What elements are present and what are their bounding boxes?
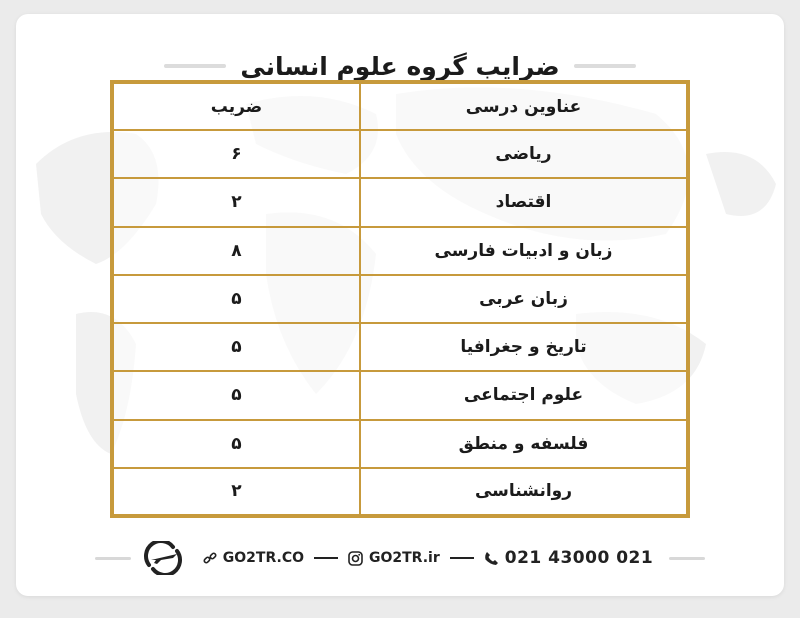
coefficient-cell: ۵: [114, 420, 360, 468]
coefficient-cell: ۵: [114, 323, 360, 371]
phone-text: 021 43000 021: [504, 548, 654, 568]
footer-separator: [450, 557, 474, 559]
coefficient-cell: ۵: [114, 371, 360, 419]
coefficient-cell: ۲: [114, 178, 360, 226]
plane-logo-icon: [143, 541, 183, 575]
table-row: [114, 371, 686, 419]
title-divider-left: [164, 64, 226, 68]
footer-divider-right: [669, 557, 705, 560]
subject-cell: روانشناسی: [360, 468, 686, 514]
coefficient-table: [114, 84, 686, 514]
coefficient-table-frame: [110, 80, 690, 518]
website-text: GO2TR.CO: [222, 550, 304, 566]
page-title: ضرایب گروه علوم انسانی: [240, 51, 560, 81]
phone-contact[interactable]: [484, 548, 653, 568]
phone-icon: [484, 551, 499, 566]
subject-cell: زبان و ادبیات فارسی: [360, 227, 686, 275]
contact-footer: [16, 538, 784, 578]
coefficient-cell: ۶: [114, 130, 360, 178]
coefficient-cell: ۲: [114, 468, 360, 514]
instagram-contact[interactable]: [348, 550, 440, 566]
footer-divider-left: [95, 557, 131, 560]
coefficient-cell: ۵: [114, 275, 360, 323]
link-icon: [203, 551, 217, 565]
subject-cell: ریاضی: [360, 130, 686, 178]
table-row: [114, 468, 686, 514]
subject-cell: تاریخ و جغرافیا: [360, 323, 686, 371]
table-row: [114, 275, 686, 323]
website-contact[interactable]: [203, 550, 304, 566]
subject-cell: اقتصاد: [360, 178, 686, 226]
subject-cell: علوم اجتماعی: [360, 371, 686, 419]
title-divider-right: [574, 64, 636, 68]
header-subject: عناوین درسی: [360, 84, 686, 130]
table-row: [114, 130, 686, 178]
table-header-row: [114, 84, 686, 130]
subject-cell: فلسفه و منطق: [360, 420, 686, 468]
instagram-icon: [348, 551, 363, 566]
subject-cell: زبان عربی: [360, 275, 686, 323]
table-row: [114, 178, 686, 226]
footer-separator: [314, 557, 338, 559]
table-row: [114, 227, 686, 275]
content-card: [16, 14, 784, 596]
table-row: [114, 420, 686, 468]
table-row: [114, 323, 686, 371]
header-coefficient: ضریب: [114, 84, 360, 130]
coefficient-cell: ۸: [114, 227, 360, 275]
instagram-text: GO2TR.ir: [369, 550, 440, 566]
